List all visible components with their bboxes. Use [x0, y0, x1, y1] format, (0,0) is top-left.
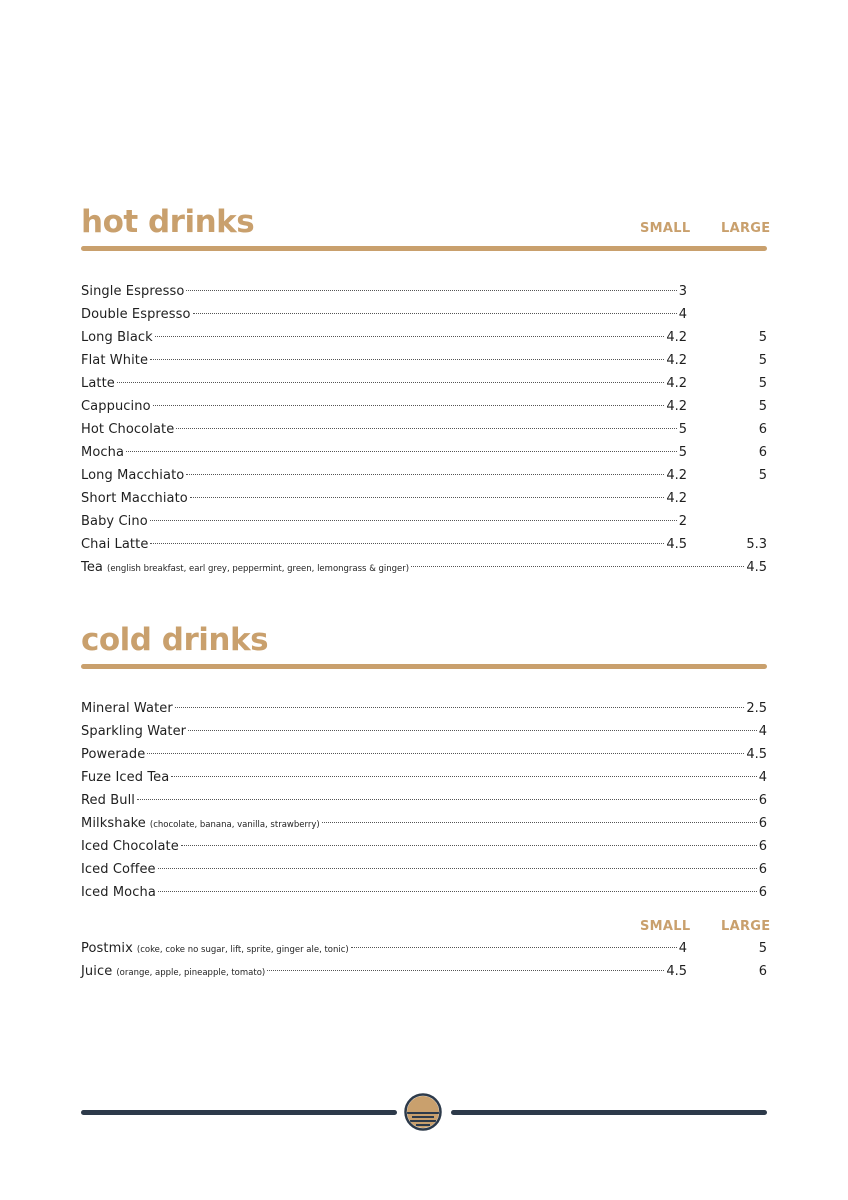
item-name: Long Macchiato — [81, 468, 185, 483]
hot-divider — [81, 246, 767, 251]
item-note: (chocolate, banana, vanilla, strawberry) — [149, 820, 320, 830]
menu-item — [81, 304, 767, 327]
small-price: 4.2 — [666, 353, 687, 368]
menu-item — [81, 373, 767, 396]
small-price: 4.2 — [666, 468, 687, 483]
large-price: 5 — [758, 941, 767, 956]
large-price: 6 — [758, 422, 767, 437]
item-name: Postmix — [81, 941, 133, 956]
small-price: 4.2 — [666, 491, 687, 506]
price: 4.5 — [746, 747, 767, 762]
cold-small-header: SMALL — [640, 919, 691, 934]
menu-item — [81, 396, 767, 419]
item-name: Latte — [81, 376, 115, 391]
item-name: Flat White — [81, 353, 149, 368]
large-price: 6 — [758, 964, 767, 979]
item-name: Sparkling Water — [81, 724, 187, 739]
small-price: 4.5 — [666, 537, 687, 552]
cold-drinks-title: cold drinks — [81, 622, 269, 658]
item-name: Cappucino — [81, 399, 151, 414]
menu-item — [81, 721, 767, 744]
item-name: Long Black — [81, 330, 153, 345]
small-price: 4 — [678, 941, 687, 956]
footer-line-right — [451, 1110, 767, 1115]
item-note: (english breakfast, earl grey, peppermint, green, lemongrass & ginger) — [107, 564, 410, 574]
small-price: 5 — [678, 422, 687, 437]
item-name: Single Espresso — [81, 284, 185, 299]
menu-item — [81, 350, 767, 373]
menu-item — [81, 327, 767, 350]
item-name: Baby Cino — [81, 514, 148, 529]
large-price: 5 — [758, 399, 767, 414]
price: 6 — [758, 885, 767, 900]
menu-item — [81, 419, 767, 442]
menu-item — [81, 790, 767, 813]
item-name: Iced Chocolate — [81, 839, 179, 854]
menu-item — [81, 767, 767, 790]
menu-item — [81, 511, 767, 534]
item-name: Fuze Iced Tea — [81, 770, 170, 785]
menu-item — [81, 938, 767, 961]
large-price: 5 — [758, 330, 767, 345]
menu-item — [81, 859, 767, 882]
menu-item-tea — [81, 557, 767, 580]
item-name: Juice — [81, 964, 113, 979]
menu-item — [81, 813, 767, 836]
large-price: 5.3 — [746, 537, 767, 552]
hot-small-header: SMALL — [640, 221, 691, 236]
hot-large-header: LARGE — [721, 221, 771, 236]
item-name: Iced Mocha — [81, 885, 156, 900]
item-name: Tea — [81, 560, 103, 575]
price: 4 — [758, 770, 767, 785]
small-price: 4.2 — [666, 399, 687, 414]
small-price: 3 — [678, 284, 687, 299]
item-name: Chai Latte — [81, 537, 149, 552]
small-price: 4.2 — [666, 330, 687, 345]
price: 6 — [758, 816, 767, 831]
cold-divider — [81, 664, 767, 669]
menu-item — [81, 281, 767, 304]
item-name: Double Espresso — [81, 307, 191, 322]
sunset-emblem-icon — [404, 1093, 442, 1131]
menu-item — [81, 882, 767, 905]
large-price: 6 — [758, 445, 767, 460]
menu-item — [81, 465, 767, 488]
menu-item — [81, 442, 767, 465]
menu-item — [81, 744, 767, 767]
small-price: 4 — [678, 307, 687, 322]
large-price: 5 — [758, 468, 767, 483]
price: 6 — [758, 793, 767, 808]
cold-large-header: LARGE — [721, 919, 771, 934]
menu-item — [81, 961, 767, 984]
item-note: (orange, apple, pineapple, tomato) — [116, 968, 266, 978]
hot-drinks-list — [81, 281, 767, 580]
small-price: 5 — [678, 445, 687, 460]
item-name: Milkshake — [81, 816, 146, 831]
small-price: 2 — [678, 514, 687, 529]
menu-item — [81, 488, 767, 511]
item-name: Short Macchiato — [81, 491, 188, 506]
small-price: 4.2 — [666, 376, 687, 391]
large-price: 5 — [758, 353, 767, 368]
hot-drinks-title: hot drinks — [81, 204, 255, 240]
item-note: (coke, coke no sugar, lift, sprite, ginger ale, tonic) — [136, 945, 349, 955]
item-name: Red Bull — [81, 793, 136, 808]
price: 4.5 — [746, 560, 767, 575]
item-name: Iced Coffee — [81, 862, 156, 877]
footer-line-left — [81, 1110, 397, 1115]
item-name: Mineral Water — [81, 701, 173, 716]
item-name: Powerade — [81, 747, 146, 762]
menu-item — [81, 836, 767, 859]
item-name: Mocha — [81, 445, 125, 460]
cold-sized-list — [81, 938, 767, 984]
price: 4 — [758, 724, 767, 739]
item-name: Hot Chocolate — [81, 422, 175, 437]
cold-drinks-list — [81, 698, 767, 905]
menu-item — [81, 534, 767, 557]
small-price: 4.5 — [666, 964, 687, 979]
large-price: 5 — [758, 376, 767, 391]
price: 6 — [758, 862, 767, 877]
price: 2.5 — [746, 701, 767, 716]
price: 6 — [758, 839, 767, 854]
menu-item — [81, 698, 767, 721]
